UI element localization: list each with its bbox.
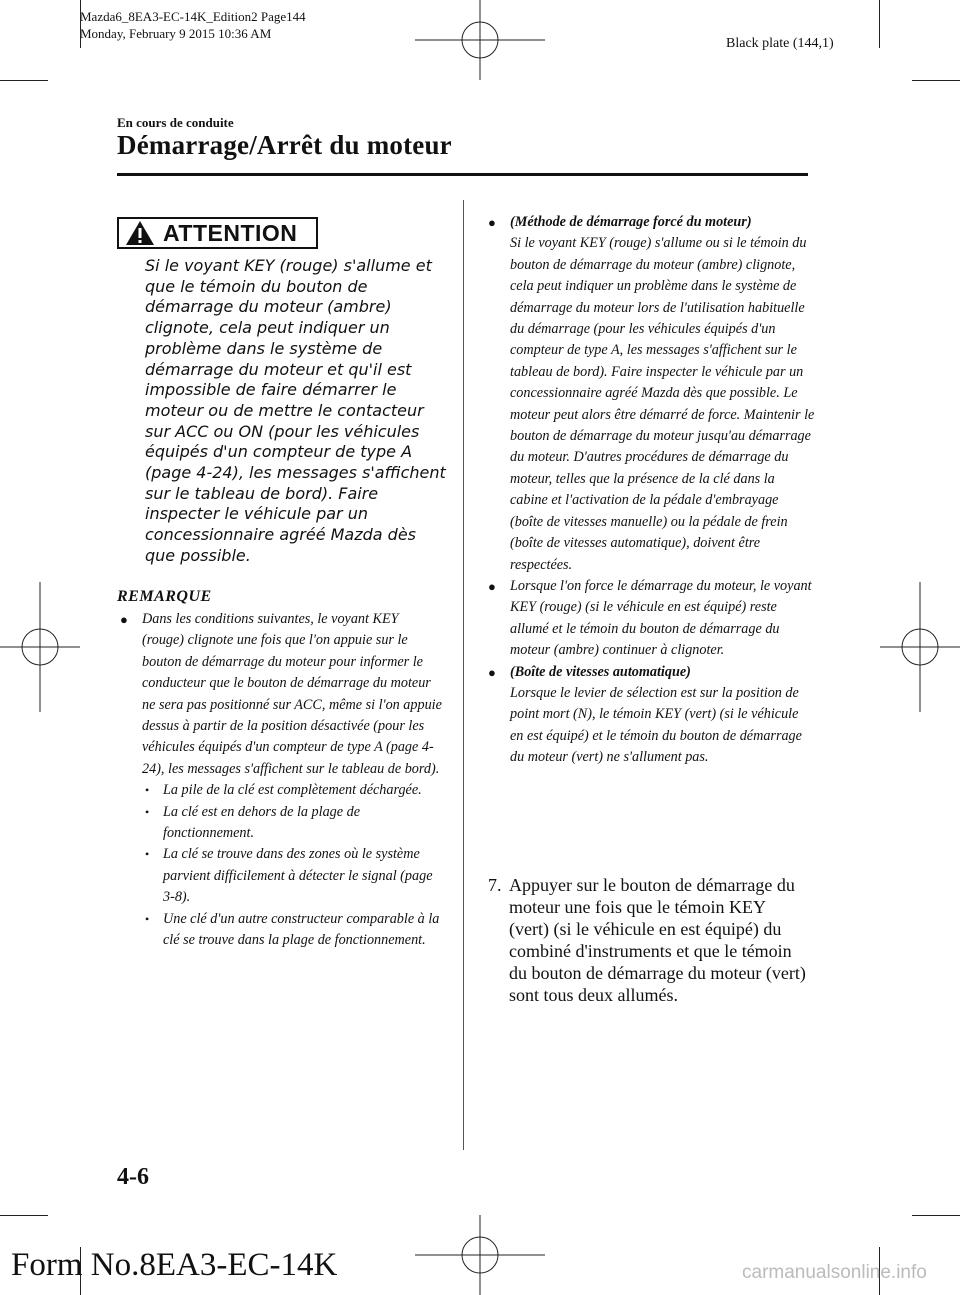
crop-mark [879, 0, 880, 48]
section-label: En cours de conduite [117, 115, 234, 130]
page-number: 4-6 [117, 1164, 149, 1190]
sub-bullet: • [145, 911, 150, 926]
print-info-line: Monday, February 9 2015 10:36 AM [80, 26, 272, 41]
sub-list-item [142, 780, 442, 801]
sub-list [142, 780, 442, 951]
note-text: Lorsque le levier de sélection est sur la position de point mort (N), le témoin KEY (vert) (si le véhicule en est équipé) et le témoin du bouton de démarrage du moteur (vert) ne s'allument pas. [510, 684, 802, 766]
note-text: Lorsque l'on force le démarrage du moteur, le voyant KEY (rouge) (si le véhicule en est équipé) reste allumé et le témoin du bouton de démarrage du moteur (ambre) continuer à clignoter. [510, 577, 812, 659]
list-item [117, 609, 442, 952]
list-item [485, 212, 815, 576]
warning-triangle-icon [125, 220, 155, 246]
sub-list-item [142, 802, 442, 845]
sub-item-text: La pile de la clé est complètement déchargée. [163, 782, 422, 799]
sub-item-text: La clé est en dehors de la plage de fonctionnement. [163, 803, 361, 842]
step-number: 7. [488, 875, 502, 895]
remarque-list-continued [485, 212, 815, 769]
attention-box [117, 217, 318, 249]
registration-mark-left [0, 582, 80, 712]
crop-mark [912, 1215, 960, 1216]
list-item [485, 662, 815, 769]
note-text: Dans les conditions suivantes, le voyant KEY (rouge) clignote une fois que l'on appuie sur le bouton de démarrage du moteur pour informer le conducteur que le bouton de démarrage du moteur ne sera pas positionné sur ACC, même si l'on appuie dessus à partir de la position désactivée (pour les véhicules équipés d'un compteur de type A (page 4-24), les messages s'affichent sur le tableau de bord). [142, 611, 442, 777]
sub-bullet: • [145, 804, 150, 819]
crop-mark [912, 80, 960, 81]
attention-text: Si le voyant KEY (rouge) s'allume et que le témoin du bouton de démarrage du moteur (ambre) clignote, cela peut indiquer un problème dans le système de démarrage du moteur et qu'il est impossible de faire démarrer le moteur ou de mettre le contacteur sur ACC ou ON (pour les véhicules équipés d'un compteur de type A (page 4-24), les messages s'affichent sur le tableau de bord). Faire inspecter le véhicule par un concessionnaire agréé Mazda dès que possible. [145, 256, 446, 565]
watermark: carmanualsonline.info [742, 1262, 927, 1283]
registration-mark-right [880, 582, 960, 712]
step-item [488, 874, 808, 1006]
remarque-heading: REMARQUE [117, 588, 212, 605]
list-item [485, 576, 815, 662]
sub-list-item [142, 844, 442, 908]
form-number: Form No.8EA3-EC-14K [11, 1247, 338, 1283]
step-text: Appuyer sur le bouton de démarrage du moteur une fois que le témoin KEY (vert) (si le véhicule en est équipé) du combiné d'instruments et que le témoin du bouton de démarrage du moteur (vert) sont tous deux allumés. [509, 875, 806, 1005]
column-divider [463, 200, 464, 1150]
note-heading: (Boîte de vitesses automatique) [510, 663, 691, 680]
note-text: Si le voyant KEY (rouge) s'allume ou si le témoin du bouton de démarrage du moteur (ambre) clignote, cela peut indiquer un problème dans le système de démarrage du moteur lors de l'utilisation habituelle du démarrage (pour les véhicules équipés d'un compteur de type A, les messages s'affichent sur le tableau de bord). Faire inspecter le véhicule par un concessionnaire agréé Mazda dès que possible. Le moteur peut alors être démarré de force. Maintenir le bouton de démarrage du moteur jusqu'au démarrage du moteur. D'autres procédures de démarrage du moteur, telles que la présence de la clé dans la cabine et l'activation de la pédale d'embrayage (boîte de vitesses manuelle) ou la pédale de frein (boîte de vitesses automatique), doivent être respectées. [510, 235, 815, 573]
crop-mark [0, 80, 48, 81]
attention-label: ATTENTION [163, 219, 298, 246]
sub-bullet: • [145, 783, 150, 798]
note-heading: (Méthode de démarrage forcé du moteur) [510, 214, 752, 230]
print-info [80, 8, 306, 42]
bullet: ● [488, 578, 496, 594]
sub-item-text: La clé se trouve dans des zones où le système parvient difficilement à détecter le signal (page 3-8). [163, 846, 433, 906]
registration-mark-top [415, 0, 545, 80]
sub-item-text: Une clé d'un autre constructeur comparable à la clé se trouve dans la plage de fonctionnement. [163, 910, 440, 949]
sub-list-item [142, 909, 442, 952]
bullet: ● [120, 612, 128, 627]
remarque-list [117, 609, 442, 952]
page-title: Démarrage/Arrêt du moteur [117, 130, 452, 160]
plate-label: Black plate (144,1) [726, 36, 834, 51]
sub-bullet: • [145, 847, 150, 862]
print-info-line: Mazda6_8EA3-EC-14K_Edition2 Page144 [80, 9, 306, 24]
bullet: ● [488, 664, 496, 680]
crop-mark [0, 1215, 48, 1216]
registration-mark-bottom [415, 1215, 545, 1295]
bullet: ● [488, 215, 496, 230]
title-rule [117, 173, 808, 176]
